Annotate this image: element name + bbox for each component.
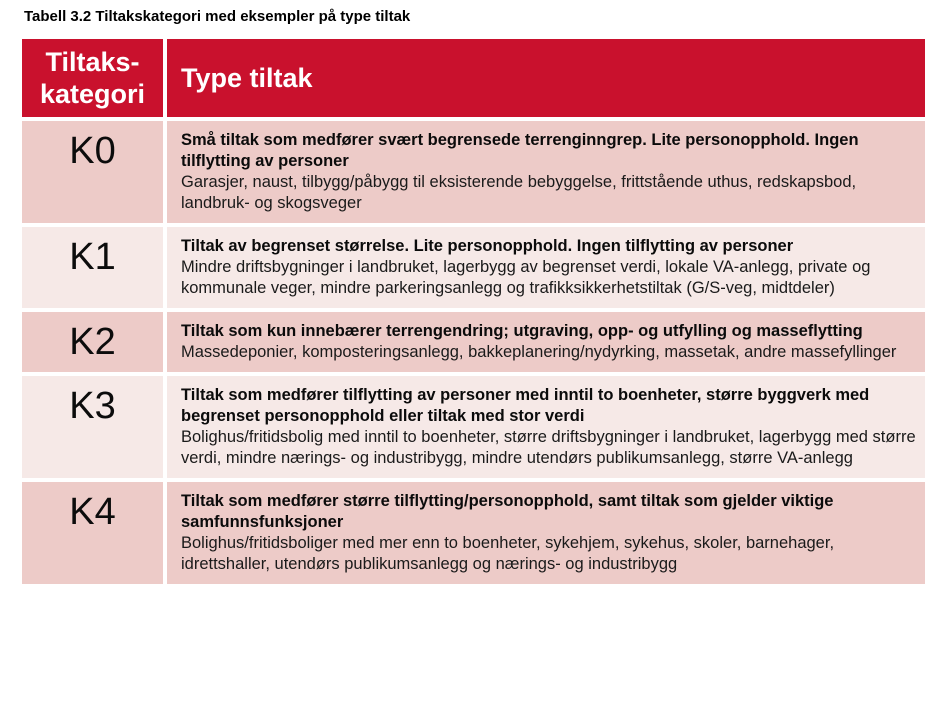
category-cell-k1 [22, 227, 163, 308]
type-lead-k4: Tiltak som medfører større tilflytting/personopphold, samt tiltak som gjelder viktige samfunnsfunksjoner [181, 492, 834, 531]
category-label-k1: K1 [69, 236, 116, 278]
type-cell-k1 [167, 227, 925, 308]
header-type-tiltak-label: Type tiltak [181, 62, 313, 93]
header-cell-tiltakskategori [22, 39, 163, 117]
type-examples-k3: Bolighus/fritidsbolig med inntil to boenheter, større driftsbygninger i landbruket, lagerbygg med større verdi, mindre nærings- og industribygg, mindre utendørs publikumsanlegg, større VA-anlegg [181, 428, 916, 467]
type-lead-k0: Små tiltak som medfører svært begrensede terrenginngrep. Lite personopphold. Ingen tilflytting av personer [181, 131, 859, 170]
category-cell-k4 [22, 482, 163, 584]
category-cell-k0 [22, 121, 163, 223]
header-kategori-line2: kategori [39, 79, 146, 109]
type-cell-k0 [167, 121, 925, 223]
table-caption: Tabell 3.2 Tiltakskategori med eksempler på type tiltak [24, 8, 411, 25]
type-cell-k2 [167, 312, 925, 372]
type-cell-k4 [167, 482, 925, 584]
type-examples-k4: Bolighus/fritidsboliger med mer enn to boenheter, sykehjem, sykehus, skoler, barnehager, idrettshaller, utendørs publikumsanlegg og nærings- og industribygg [181, 534, 835, 573]
type-lead-k2: Tiltak som kun innebærer terrengendring; utgraving, opp- og utfylling og masseflytting [181, 322, 863, 340]
type-cell-k3 [167, 376, 925, 478]
tiltakskategori-table [22, 39, 925, 584]
category-label-k0: K0 [69, 130, 116, 172]
type-examples-k2: Massedeponier, komposteringsanlegg, bakkeplanering/nydyrking, massetak, andre massefyllinger [181, 343, 897, 361]
category-cell-k2 [22, 312, 163, 372]
type-examples-k1: Mindre driftsbygninger i landbruket, lagerbygg av begrenset verdi, lokale VA-anlegg, private og kommunale veger, mindre parkeringsanlegg og trafikksikkerhetstiltak (G/S-veg, midtdeler) [181, 258, 871, 297]
category-label-k3: K3 [69, 385, 116, 427]
type-lead-k1: Tiltak av begrenset størrelse. Lite personopphold. Ingen tilflytting av personer [181, 237, 794, 255]
type-examples-k0: Garasjer, naust, tilbygg/påbygg til eksisterende bebyggelse, frittstående uthus, redskapsbod, landbruk- og skogsveger [181, 173, 857, 212]
category-label-k2: K2 [69, 321, 116, 363]
category-cell-k3 [22, 376, 163, 478]
type-lead-k3: Tiltak som medfører tilflytting av personer med inntil to boenheter, større byggverk med begrenset personopphold eller tiltak med stor verdi [181, 386, 870, 425]
header-tiltaks-line1: Tiltaks- [45, 47, 140, 77]
category-label-k4: K4 [69, 491, 116, 533]
header-cell-type-tiltak [167, 39, 925, 117]
